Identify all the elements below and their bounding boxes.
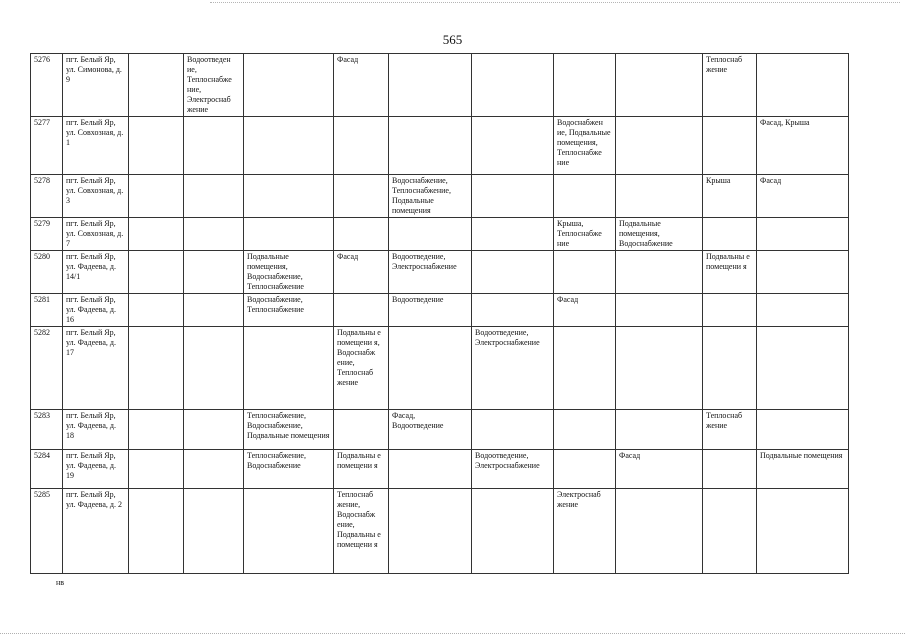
- works-cell: [472, 117, 554, 175]
- works-cell: [389, 54, 472, 117]
- page-number: 565: [442, 32, 463, 47]
- works-cell: [472, 251, 554, 294]
- works-cell: [389, 450, 472, 489]
- address-cell: пгт. Белый Яр, ул. Фадеева, д. 17: [63, 327, 129, 410]
- table-row: [31, 327, 849, 410]
- works-cell: Крыша: [703, 175, 757, 218]
- registry-table: [30, 53, 849, 574]
- table-row: [31, 410, 849, 450]
- works-cell: [703, 218, 757, 251]
- address-cell: пгт. Белый Яр, ул. Фадеева, д. 19: [63, 450, 129, 489]
- works-cell: [472, 218, 554, 251]
- works-cell: [334, 218, 389, 251]
- table-row: [31, 117, 849, 175]
- works-cell: Фасад: [554, 294, 616, 327]
- works-cell: [244, 54, 334, 117]
- works-cell: [244, 218, 334, 251]
- record-number-cell: 5282: [31, 327, 63, 410]
- works-cell: Водоотведение, Электроснабжение: [472, 450, 554, 489]
- works-cell: [334, 175, 389, 218]
- table-row: [31, 450, 849, 489]
- works-cell: [129, 294, 184, 327]
- works-cell: [757, 54, 849, 117]
- works-cell: [129, 251, 184, 294]
- record-number-cell: 5285: [31, 489, 63, 574]
- works-cell: [129, 450, 184, 489]
- works-cell: Подвальны е помещени я: [703, 251, 757, 294]
- address-cell: пгт. Белый Яр, ул. Фадеева, д. 18: [63, 410, 129, 450]
- works-cell: Водоотведение, Электроснабжение: [389, 251, 472, 294]
- address-cell: пгт. Белый Яр, ул. Совхозная, д. 7: [63, 218, 129, 251]
- works-cell: [703, 489, 757, 574]
- works-cell: [184, 218, 244, 251]
- registry-body: [31, 54, 849, 574]
- works-cell: [244, 175, 334, 218]
- works-cell: Фасад: [334, 251, 389, 294]
- works-cell: [616, 251, 703, 294]
- table-row: [31, 489, 849, 574]
- works-cell: [703, 117, 757, 175]
- record-number-cell: 5279: [31, 218, 63, 251]
- works-cell: Подвальны е помещени я, Водоснабж ение, Теплоснаб жение: [334, 327, 389, 410]
- works-cell: Теплоснаб жение, Водоснабж ение, Подвальны е помещени я: [334, 489, 389, 574]
- table-row: [31, 54, 849, 117]
- address-cell: пгт. Белый Яр, ул. Фадеева, д. 16: [63, 294, 129, 327]
- works-cell: Подвальны е помещени я: [334, 450, 389, 489]
- works-cell: [472, 489, 554, 574]
- works-cell: Теплоснаб жение: [703, 54, 757, 117]
- works-cell: Теплоснабжение, Водоснабжение: [244, 450, 334, 489]
- works-cell: [129, 327, 184, 410]
- works-cell: [472, 294, 554, 327]
- works-cell: [616, 410, 703, 450]
- works-cell: [129, 54, 184, 117]
- works-cell: [703, 327, 757, 410]
- works-cell: [129, 218, 184, 251]
- works-cell: [616, 175, 703, 218]
- address-cell: пгт. Белый Яр, ул. Совхозная, д. 1: [63, 117, 129, 175]
- works-cell: [616, 54, 703, 117]
- record-number-cell: 5278: [31, 175, 63, 218]
- works-cell: [184, 410, 244, 450]
- table-row: [31, 251, 849, 294]
- works-cell: [334, 117, 389, 175]
- works-cell: [472, 54, 554, 117]
- works-cell: [389, 218, 472, 251]
- works-cell: [129, 489, 184, 574]
- works-cell: Водоснабжение, Теплоснабжение, Подвальные помещения: [389, 175, 472, 218]
- works-cell: [184, 294, 244, 327]
- works-cell: [616, 327, 703, 410]
- record-number-cell: 5281: [31, 294, 63, 327]
- works-cell: [389, 327, 472, 410]
- works-cell: [757, 327, 849, 410]
- works-cell: Фасад: [757, 175, 849, 218]
- works-cell: [244, 117, 334, 175]
- works-cell: [554, 327, 616, 410]
- works-cell: Водоснабжен ие, Подвальные помещения, Теплоснабже ние: [554, 117, 616, 175]
- scan-edge-bottom: [0, 633, 905, 634]
- works-cell: Электроснаб жение: [554, 489, 616, 574]
- scan-edge-top: [210, 2, 900, 3]
- works-cell: [184, 327, 244, 410]
- works-cell: [334, 294, 389, 327]
- works-cell: [129, 410, 184, 450]
- works-cell: Водоотведение, Электроснабжение: [472, 327, 554, 410]
- works-cell: [184, 175, 244, 218]
- works-cell: [472, 175, 554, 218]
- address-cell: пгт. Белый Яр, ул. Фадеева, д. 14/1: [63, 251, 129, 294]
- works-cell: [129, 117, 184, 175]
- works-cell: [244, 489, 334, 574]
- works-cell: [757, 251, 849, 294]
- works-cell: [244, 327, 334, 410]
- works-cell: [184, 117, 244, 175]
- works-cell: [616, 294, 703, 327]
- works-cell: Водоотведение: [389, 294, 472, 327]
- works-cell: Фасад: [334, 54, 389, 117]
- table-row: [31, 218, 849, 251]
- record-number-cell: 5280: [31, 251, 63, 294]
- works-cell: Теплоснабжение, Водоснабжение, Подвальные помещения: [244, 410, 334, 450]
- works-cell: [184, 251, 244, 294]
- works-cell: [184, 489, 244, 574]
- address-cell: пгт. Белый Яр, ул. Совхозная, д. 3: [63, 175, 129, 218]
- works-cell: Теплоснаб жение: [703, 410, 757, 450]
- works-cell: [554, 450, 616, 489]
- works-cell: [389, 489, 472, 574]
- works-cell: Фасад, Крыша: [757, 117, 849, 175]
- works-cell: [389, 117, 472, 175]
- record-number-cell: 5284: [31, 450, 63, 489]
- works-cell: Водоотведен ие, Теплоснабже ние, Электроснаб жение: [184, 54, 244, 117]
- table-row: [31, 294, 849, 327]
- works-cell: Крыша, Теплоснабже ние: [554, 218, 616, 251]
- works-cell: [703, 450, 757, 489]
- works-cell: Подвальные помещения, Водоснабжение: [616, 218, 703, 251]
- works-cell: [129, 175, 184, 218]
- works-cell: [554, 251, 616, 294]
- works-cell: Водоснабжение, Теплоснабжение: [244, 294, 334, 327]
- works-cell: Подвальные помещения: [757, 450, 849, 489]
- record-number-cell: 5277: [31, 117, 63, 175]
- table-row: [31, 175, 849, 218]
- works-cell: [472, 410, 554, 450]
- works-cell: [184, 450, 244, 489]
- works-cell: [616, 489, 703, 574]
- address-cell: пгт. Белый Яр, ул. Фадеева, д. 2: [63, 489, 129, 574]
- record-number-cell: 5276: [31, 54, 63, 117]
- works-cell: [757, 218, 849, 251]
- works-cell: Фасад: [616, 450, 703, 489]
- works-cell: [334, 410, 389, 450]
- works-cell: Фасад, Водоотведение: [389, 410, 472, 450]
- record-number-cell: 5283: [31, 410, 63, 450]
- works-cell: [757, 294, 849, 327]
- works-cell: Подвальные помещения, Водоснабжение, Теплоснабжение: [244, 251, 334, 294]
- works-cell: [554, 54, 616, 117]
- works-cell: [616, 117, 703, 175]
- works-cell: [757, 410, 849, 450]
- works-cell: [554, 410, 616, 450]
- address-cell: пгт. Белый Яр, ул. Симонова, д. 9: [63, 54, 129, 117]
- works-cell: [757, 489, 849, 574]
- footer-mark: нв: [56, 578, 65, 587]
- works-cell: [703, 294, 757, 327]
- works-cell: [554, 175, 616, 218]
